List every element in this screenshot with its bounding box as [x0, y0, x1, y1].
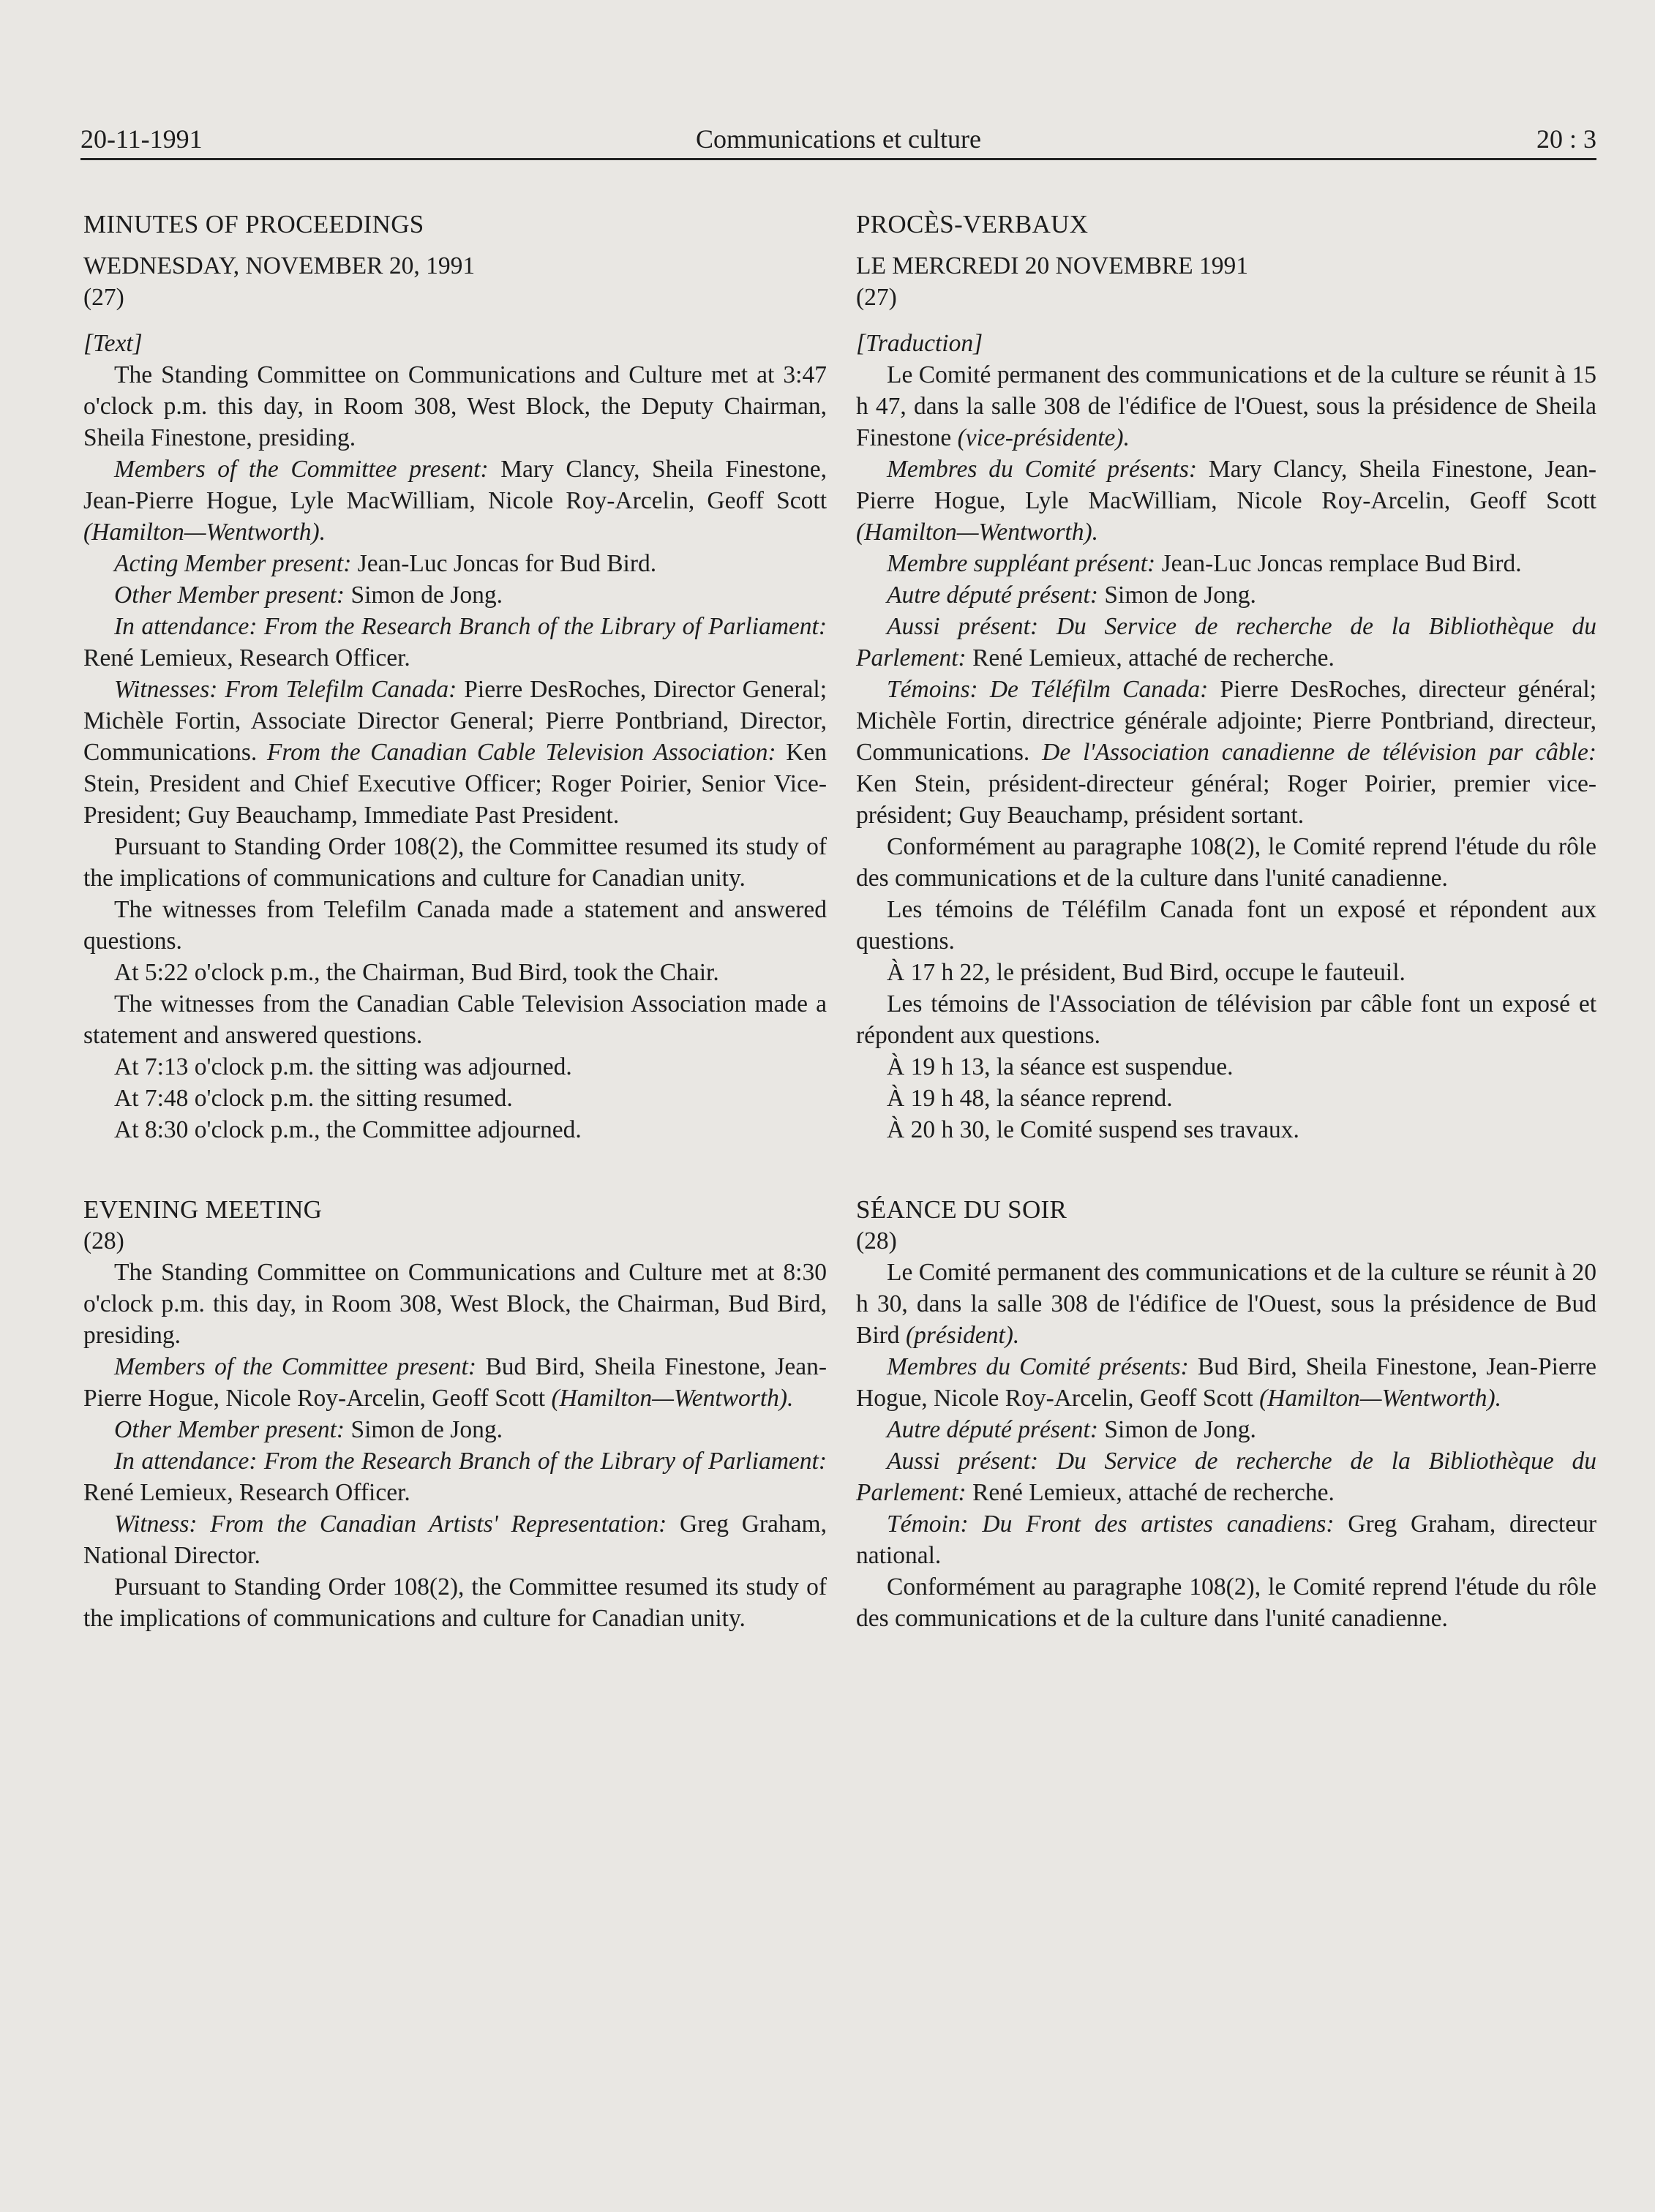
- opening-paragraph: The Standing Committee on Communications and Culture met at 3:47 o'clock p.m. this day, in Room 308, West Block, the Deputy Chairman, Sheila Finestone, presiding.: [83, 361, 827, 451]
- evening-opening-paragraph-fr: [856, 1257, 1596, 1351]
- members-label: Members of the Committee present:: [114, 456, 489, 483]
- opening-role-fr: (vice-présidente).: [957, 424, 1130, 451]
- committee-adjourned-paragraph: At 8:30 o'clock p.m., the Committee adjourned.: [114, 1116, 582, 1143]
- other-label-fr: Autre député présent:: [887, 582, 1099, 609]
- conformement-paragraph: Conformément au paragraphe 108(2), le Comité reprend l'étude du rôle des communications et de la culture dans l'unité canadienne.: [856, 833, 1596, 892]
- acting-label-fr: Membre suppléant présent:: [887, 550, 1156, 577]
- cable-paragraph-fr: Les témoins de l'Association de télévision par câble font un exposé et répondent aux questions.: [856, 990, 1596, 1049]
- members-text-fr: Mary Clancy, Sheila Finestone, Jean-Pierre Hogue, Lyle MacWilliam, Nicole Roy-Arcelin, Geoff Scott: [856, 456, 1596, 514]
- attendance-text-fr: René Lemieux, attaché de recherche.: [966, 644, 1335, 672]
- suspended-paragraph-fr: À 19 h 13, la séance est suspendue.: [887, 1053, 1234, 1080]
- pursuant-paragraph: Pursuant to Standing Order 108(2), the Committee resumed its study of the implications of communications and culture for Canadian unity.: [83, 833, 827, 892]
- evening-members-text-fr: Bud Bird, Sheila Finestone, Jean-Pierre Hogue, Nicole Roy-Arcelin, Geoff Scott: [856, 1353, 1597, 1412]
- evening-other-member: [83, 1414, 827, 1445]
- evening-opening-role-fr: (président).: [905, 1322, 1020, 1349]
- acting-member-fr: [856, 548, 1596, 579]
- other-text: Simon de Jong.: [345, 582, 503, 609]
- evening-witness-text-fr: Greg Graham, directeur national.: [856, 1511, 1596, 1569]
- chair-paragraph: At 5:22 o'clock p.m., the Chairman, Bud Bird, took the Chair.: [114, 959, 719, 986]
- telefilm-paragraph: The witnesses from Telefilm Canada made a statement and answered questions.: [83, 896, 827, 955]
- members-riding: (Hamilton—Wentworth).: [83, 519, 326, 546]
- meeting-date: WEDNESDAY, NOVEMBER 20, 1991: [83, 252, 476, 279]
- attendance-text: René Lemieux, Research Officer.: [83, 644, 410, 672]
- evening-witness-label-fr: Témoin: Du Front des artistes canadiens:: [887, 1511, 1335, 1538]
- text-tag: [Text]: [83, 330, 143, 357]
- evening-attendance-label-fr: Aussi présent: Du Service de recherche de la Bibliothèque du Parlement:: [856, 1448, 1596, 1506]
- chair-paragraph-fr: À 17 h 22, le président, Bud Bird, occupe le fauteuil.: [887, 959, 1406, 986]
- other-member-fr: [856, 579, 1596, 611]
- meeting-number: (27): [83, 284, 124, 311]
- header-title: Communications et culture: [696, 124, 981, 154]
- witnesses-text-fr: Pierre DesRoches, directeur général; Michèle Fortin, directrice générale adjointe; Pierre Pontbriand, directeur, Communications.: [856, 676, 1596, 766]
- evening-members-riding: (Hamilton—Wentworth).: [551, 1385, 794, 1412]
- evening-other-label: Other Member present:: [114, 1416, 345, 1443]
- evening-witness: [83, 1508, 827, 1571]
- evening-attendance-text-fr: René Lemieux, attaché de recherche.: [966, 1479, 1335, 1506]
- evening-members-present: [83, 1351, 827, 1414]
- witnesses-text-2-fr: Ken Stein, président-directeur général; Roger Poirier, premier vice-président; Guy Beauchamp, président sortant.: [856, 770, 1596, 829]
- evening-other-member-fr: [856, 1414, 1596, 1445]
- evening-witness-text: Greg Graham, National Director.: [83, 1511, 827, 1569]
- evening-in-attendance-fr: [856, 1445, 1596, 1508]
- meeting-number-fr: (27): [856, 284, 897, 311]
- in-attendance: [83, 611, 827, 674]
- in-attendance-fr: [856, 611, 1596, 674]
- evening-members-riding-fr: (Hamilton—Wentworth).: [1259, 1385, 1502, 1412]
- witnesses-label-2-fr: De l'Association canadienne de télévision par câble:: [1042, 739, 1596, 766]
- opening-paragraph-fr: [856, 359, 1596, 454]
- evening-conformement-paragraph: Conformément au paragraphe 108(2), le Comité reprend l'étude du rôle des communications et de la culture dans l'unité canadienne.: [856, 1573, 1596, 1632]
- witnesses-fr: [856, 674, 1596, 831]
- members-text: Mary Clancy, Sheila Finestone, Jean-Pierre Hogue, Lyle MacWilliam, Nicole Roy-Arcelin, Geoff Scott: [83, 456, 827, 514]
- acting-member: [83, 548, 827, 579]
- witnesses-label: Witnesses: From Telefilm Canada:: [114, 676, 457, 703]
- committee-adjourned-paragraph-fr: À 20 h 30, le Comité suspend ses travaux.: [887, 1116, 1299, 1143]
- attendance-label: In attendance: From the Research Branch of the Library of Parliament:: [114, 613, 827, 640]
- other-text-fr: Simon de Jong.: [1098, 582, 1256, 609]
- evening-heading: EVENING MEETING: [83, 1195, 323, 1224]
- acting-label: Acting Member present:: [114, 550, 352, 577]
- meeting-date-fr: LE MERCREDI 20 NOVEMBRE 1991: [856, 252, 1248, 279]
- evening-members-text: Bud Bird, Sheila Finestone, Jean-Pierre Hogue, Nicole Roy-Arcelin, Geoff Scott: [83, 1353, 827, 1412]
- members-riding-fr: (Hamilton—Wentworth).: [856, 519, 1098, 546]
- other-label: Other Member present:: [114, 582, 345, 609]
- witnesses-label-2: From the Canadian Cable Television Association:: [266, 739, 776, 766]
- evening-attendance-label: In attendance: From the Research Branch of the Library of Parliament:: [114, 1448, 827, 1475]
- acting-text: Jean-Luc Joncas for Bud Bird.: [351, 550, 657, 577]
- resumed-paragraph: At 7:48 o'clock p.m. the sitting resumed.: [114, 1085, 513, 1112]
- evening-witness-label: Witness: From the Canadian Artists' Representation:: [114, 1511, 667, 1538]
- evening-members-label-fr: Membres du Comité présents:: [887, 1353, 1189, 1380]
- evening-number-fr: (28): [856, 1227, 897, 1254]
- members-label-fr: Membres du Comité présents:: [887, 456, 1198, 483]
- acting-text-fr: Jean-Luc Joncas remplace Bud Bird.: [1155, 550, 1522, 577]
- witnesses-text-2: Ken Stein, President and Chief Executive Officer; Roger Poirier, Senior Vice-President; Guy Beauchamp, Immediate Past President.: [83, 739, 828, 829]
- cable-paragraph: The witnesses from the Canadian Cable Television Association made a statement and answered questions.: [83, 990, 827, 1049]
- witnesses-label-fr: Témoins: De Téléfilm Canada:: [887, 676, 1209, 703]
- other-member: [83, 579, 827, 611]
- header-page-number: 20 : 3: [1536, 124, 1596, 154]
- proces-verbaux-heading: PROCÈS-VERBAUX: [856, 210, 1089, 238]
- telefilm-paragraph-fr: Les témoins de Téléfilm Canada font un exposé et répondent aux questions.: [856, 896, 1596, 955]
- english-column: [83, 208, 827, 1634]
- evening-attendance-text: René Lemieux, Research Officer.: [83, 1479, 410, 1506]
- members-present-fr: [856, 454, 1596, 548]
- evening-other-text-fr: Simon de Jong.: [1098, 1416, 1256, 1443]
- evening-other-label-fr: Autre député présent:: [887, 1416, 1099, 1443]
- resumed-paragraph-fr: À 19 h 48, la séance reprend.: [887, 1085, 1173, 1112]
- members-present: [83, 454, 827, 548]
- evening-members-label: Members of the Committee present:: [114, 1353, 477, 1380]
- evening-number: (28): [83, 1227, 124, 1254]
- french-column: [856, 208, 1596, 1634]
- evening-heading-fr: SÉANCE DU SOIR: [856, 1195, 1067, 1224]
- adjourned-paragraph: At 7:13 o'clock p.m. the sitting was adjourned.: [114, 1053, 572, 1080]
- evening-opening-paragraph: The Standing Committee on Communications and Culture met at 8:30 o'clock p.m. this day, in Room 308, West Block, the Chairman, Bud Bird, presiding.: [83, 1259, 827, 1349]
- evening-pursuant-paragraph: Pursuant to Standing Order 108(2), the Committee resumed its study of the implications of communications and culture for Canadian unity.: [83, 1573, 827, 1632]
- witnesses-text: Pierre DesRoches, Director General; Michèle Fortin, Associate Director General; Pierre Pontbriand, Director, Communications.: [83, 676, 828, 766]
- evening-members-present-fr: [856, 1351, 1596, 1414]
- opening-text-fr: Le Comité permanent des communications et de la culture se réunit à 15 h 47, dans la salle 308 de l'édifice de l'Ouest, sous la présidence de Sheila Finestone: [856, 361, 1596, 451]
- evening-witness-fr: [856, 1508, 1596, 1571]
- evening-opening-text-fr: Le Comité permanent des communications et de la culture se réunit à 20 h 30, dans la salle 308 de l'édifice de l'Ouest, sous la présidence de Bud Bird: [856, 1259, 1596, 1349]
- minutes-heading: MINUTES OF PROCEEDINGS: [83, 210, 424, 238]
- evening-other-text: Simon de Jong.: [345, 1416, 503, 1443]
- attendance-label-fr: Aussi présent: Du Service de recherche de la Bibliothèque du Parlement:: [856, 613, 1596, 672]
- evening-in-attendance: [83, 1445, 827, 1508]
- page-header: [80, 123, 1596, 160]
- header-date: 20-11-1991: [80, 124, 203, 154]
- traduction-tag: [Traduction]: [856, 330, 983, 357]
- witnesses: [83, 674, 827, 831]
